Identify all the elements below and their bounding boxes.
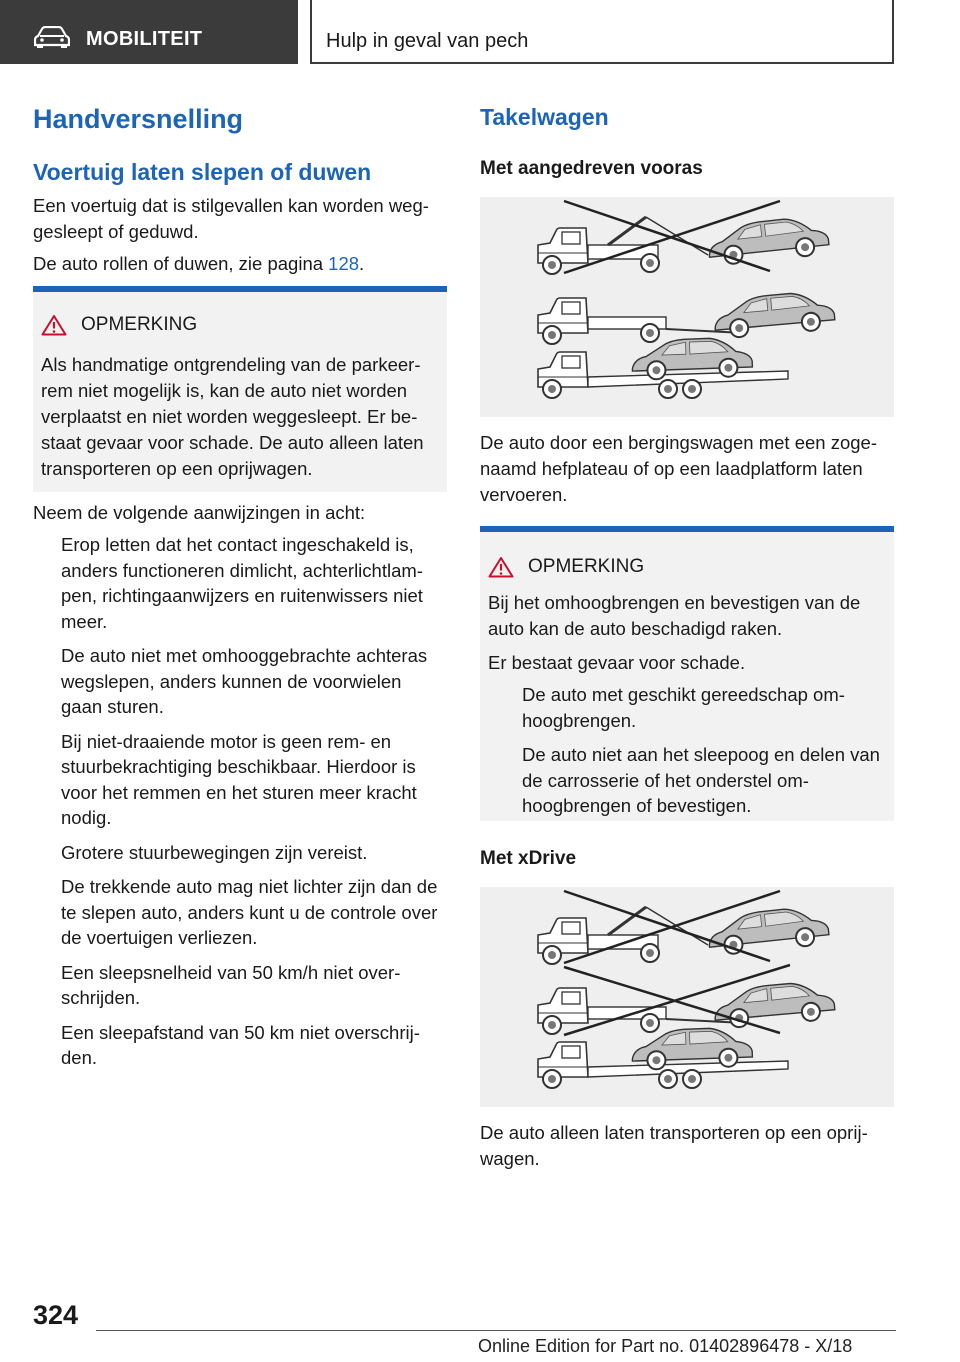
list-item-text: De trekkende auto mag niet lichter zijn dan de te slepen auto, anders kunt u de controle over de voertuigen verliezen. xyxy=(61,876,438,948)
subsection-heading: Voertuig laten slepen of duwen xyxy=(33,159,372,185)
note-heading: OPMERKING xyxy=(81,314,198,335)
list-item xyxy=(33,643,447,720)
tow-truck-illustration-xdrive xyxy=(480,887,894,1107)
list-item-text: De auto met geschikt gereedschap omhoogbrengen. xyxy=(522,684,845,731)
reference-suffix: . xyxy=(359,253,365,274)
list-intro: Neem de volgende aanwijzingen in acht: xyxy=(33,502,366,523)
page-link[interactable]: 128 xyxy=(328,253,360,274)
subheading-xdrive: Met xDrive xyxy=(480,848,577,869)
section-heading: Handversnelling xyxy=(33,104,244,134)
list-item-text: Een sleepsnelheid van 50 km/h niet overschrijden. xyxy=(61,961,401,1008)
note-text: Als handmatige ontgrendeling van de parkeerrem niet mogelijk is, kan de auto niet worden verplaatst en niet worden weggesleept. Er bestaat gevaar voor schade. De auto alleen laten transporteren op een oprijwagen. xyxy=(41,354,424,479)
list-item-text: De auto niet aan het sleepoog en delen van de carrosserie of het onderstel omhoogbrengen of bevestigen. xyxy=(522,744,880,816)
car-icon xyxy=(34,26,70,48)
towing-illustration-xdrive xyxy=(480,887,894,1107)
note-text: Bij het omhoogbrengen en bevestigen van de auto kan de auto beschadigd raken. xyxy=(488,592,861,639)
section-heading-towing: Takelwagen xyxy=(480,104,609,130)
list-item xyxy=(33,874,447,951)
subheading-front-drive: Met aangedreven vooras xyxy=(480,158,703,179)
note-heading: OPMERKING xyxy=(528,556,645,577)
edition-note: Online Edition for Part no. 01402896478 - X/18 xyxy=(478,1336,853,1356)
note-heading-row xyxy=(41,314,197,336)
footer-divider xyxy=(96,1330,896,1331)
warning-triangle-icon xyxy=(41,314,67,336)
chapter-tab xyxy=(310,0,894,64)
note-bullet-list xyxy=(494,682,880,828)
list-item-text: Bij niet-draaiende motor is geen rem- en stuurbekrachtiging beschikbaar. Hierdoor is voor het remmen en het sturen meer kracht nodig. xyxy=(61,730,417,828)
list-item xyxy=(33,840,447,866)
towing-illustration-front-drive xyxy=(480,197,894,417)
reference-text: De auto rollen of duwen, zie pagina xyxy=(33,253,329,274)
note-text-risk: Er bestaat gevaar voor schade. xyxy=(488,652,746,673)
warning-note-towing xyxy=(480,526,894,821)
section-title: MOBILITEIT xyxy=(86,28,203,50)
list-item xyxy=(494,742,880,819)
instruction-list xyxy=(33,532,447,1080)
list-item-text: Erop letten dat het contact ingeschakeld is, anders functioneren dimlicht, achterlichtlampen, richtingaanwijzers en ruitenwissers niet meer. xyxy=(61,534,423,632)
towing-paragraph-front-drive: De auto door een bergingswagen met een zogenaamd hefplateau of op een laadplatform laten vervoeren. xyxy=(480,432,878,505)
note-heading-row xyxy=(488,556,644,578)
section-tab xyxy=(0,0,298,64)
warning-note xyxy=(33,286,447,492)
warning-triangle-icon xyxy=(488,556,514,578)
list-item-text: Grotere stuurbewegingen zijn vereist. xyxy=(61,841,368,863)
list-item xyxy=(494,682,880,733)
list-item xyxy=(33,960,447,1011)
tow-truck-illustration xyxy=(480,197,894,417)
intro-paragraph: Een voertuig dat is stilgevallen kan worden weggesleept of geduwd. xyxy=(33,195,429,242)
towing-paragraph-xdrive: De auto alleen laten transporteren op een oprijwagen. xyxy=(480,1122,868,1169)
list-item xyxy=(33,729,447,831)
list-item-text: Een sleepafstand van 50 km niet overschrijden. xyxy=(61,1021,420,1068)
list-item xyxy=(33,532,447,634)
list-item-text: De auto niet met omhooggebrachte achteras wegslepen, anders kunnen de voorwielen gaan sturen. xyxy=(61,645,428,717)
chapter-title: Hulp in geval van pech xyxy=(326,30,529,52)
reference-paragraph xyxy=(33,251,447,277)
list-item xyxy=(33,1020,447,1071)
page-number: 324 xyxy=(33,1300,79,1330)
